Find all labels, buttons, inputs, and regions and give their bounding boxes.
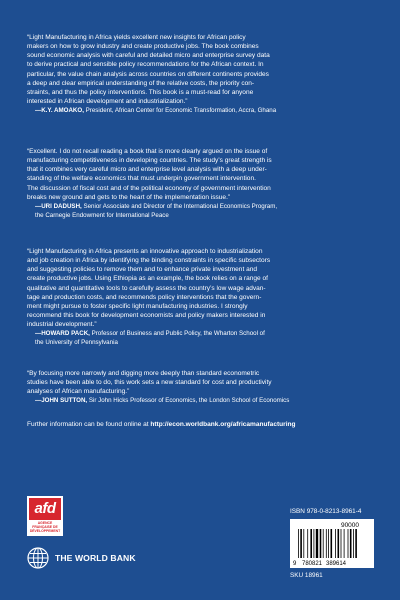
quote-line: ment might pursue to foster specific light manufacturing industries. I strongly	[27, 302, 248, 310]
quote-line: industrial development.”	[27, 321, 97, 329]
barcode-bar	[335, 529, 336, 558]
quote-attribution	[35, 107, 373, 116]
quote-line: that it combines very careful micro and enterprise level analysis with a deep under-	[27, 166, 267, 174]
barcode-bar	[350, 529, 352, 558]
quote-pack	[27, 247, 373, 348]
barcode-bar	[331, 529, 333, 558]
quote-line: to derive practical and sensible policy recommendations for the African context. In	[27, 61, 264, 69]
quote-author: —HOWARD PACK,	[35, 330, 90, 338]
afd-logo-text: AGENCE FRANÇAISE DE DÉVELOPPEMENT	[29, 521, 61, 534]
quote-text	[27, 247, 373, 329]
quote-line: straints, and thus the policy interventions. This book is a must-read for anyone	[27, 88, 254, 96]
quote-attribution	[35, 330, 373, 347]
afd-logo-mark: afd	[29, 498, 61, 520]
barcode-bar	[353, 529, 354, 558]
barcode-bar	[310, 529, 312, 558]
quote-line: “Excellent. I do not recall reading a book that is more clearly argued on the issue of	[27, 148, 268, 155]
quote-affiliation: Professor of Business and Public Policy, the Wharton School of	[89, 330, 265, 338]
quote-affiliation: the University of Pennsylvania	[35, 339, 118, 346]
barcode-bar	[307, 529, 308, 558]
sku-number: SKU 18961	[290, 572, 323, 579]
quote-attribution	[35, 397, 373, 406]
quote-line: analyses of African manufacturing.”	[27, 388, 130, 396]
quote-author: —K.Y. AMOAKO,	[35, 107, 84, 115]
further-information	[27, 420, 373, 429]
quote-amoako	[27, 33, 373, 116]
quote-line: recommend this book for development economists and policy makers interested in	[27, 312, 266, 320]
barcode-bar	[328, 529, 329, 558]
barcode-bar	[344, 529, 345, 558]
quote-line: interested in African development and industrialization.”	[27, 98, 188, 106]
barcode-bar	[300, 529, 302, 558]
barcode-bar	[348, 529, 349, 558]
barcode-digit-group-2: 389614	[325, 561, 347, 567]
quote-line: particular, the value chain analysis across countries on different continents provides	[27, 70, 269, 78]
quote-author: —JOHN SUTTON,	[35, 397, 88, 405]
further-information-url[interactable]: http://econ.worldbank.org/africamanufacturing	[150, 421, 296, 428]
barcode-bar	[316, 529, 318, 558]
quote-affiliation: Senior Associate and Director of the International Economics Program,	[81, 202, 278, 210]
quote-line: The discussion of fiscal cost and of the political economy of government intervention	[27, 184, 271, 192]
barcode-bar	[341, 529, 342, 558]
barcode-bar	[303, 529, 304, 558]
barcode-bar	[323, 529, 324, 558]
barcode-digit-lead: 9	[293, 561, 297, 567]
quote-line: sound economic analysis with careful and detailed micro and enterprise survey data	[27, 52, 270, 60]
quote-line: and suggesting policies to remove them and to enhance private investment and	[27, 266, 258, 274]
barcode-graphic	[290, 519, 374, 568]
quote-attribution	[35, 203, 373, 220]
quote-line: a deep and clear empirical understanding of the relative costs, the priority con-	[27, 79, 255, 87]
quote-line: qualitative and quantitative tools to carefully assess the country’s low wage advan-	[27, 284, 266, 292]
barcode-bar	[338, 529, 340, 558]
quote-line: makers on how to grow industry and create productive jobs. The book combines	[27, 43, 259, 51]
quote-affiliation: Sir John Hicks Professor of Economics, the London School of Economics	[87, 397, 290, 405]
quote-line: manufacturing competitiveness in developing countries. The study’s great strength is	[27, 157, 272, 165]
world-bank-name: THE WORLD BANK	[55, 553, 136, 563]
quote-line: standing of the welfare economics that must underpin government intervention.	[27, 175, 256, 183]
quote-line: “Light Manufacturing in Africa yields excellent new insights for African policy	[27, 34, 246, 41]
quote-text	[27, 147, 373, 202]
quote-affiliation: the Carnegie Endowment for International Peace	[35, 211, 169, 219]
barcode-bar	[320, 529, 322, 558]
barcode-digit-group-1: 780821	[301, 561, 323, 567]
barcode-bar	[314, 529, 315, 558]
barcode-price-code: 90000	[340, 522, 360, 529]
quote-line: “Light Manufacturing in Africa presents an innovative approach to industrialization	[27, 248, 263, 255]
quote-line: studies have been able to do, this work sets a new standard for cost and productivity	[27, 379, 272, 387]
globe-icon	[27, 547, 49, 569]
quote-dadush	[27, 147, 373, 220]
barcode-bar	[326, 529, 327, 558]
quote-author: —URI DADUSH,	[35, 202, 82, 210]
afd-logo	[27, 496, 63, 536]
quote-line: breaks new ground and gets to the heart of the implementation issue.”	[27, 193, 231, 201]
quote-text	[27, 369, 373, 396]
isbn-number: ISBN 978-0-8213-8961-4	[290, 508, 362, 515]
further-information-text: Further information can be found online at	[27, 421, 151, 428]
quote-line: create productive jobs. Using Ethiopia as an example, the book relies on a range of	[27, 275, 268, 283]
barcode-bar	[355, 529, 357, 558]
quote-sutton	[27, 369, 373, 406]
quote-text	[27, 33, 373, 106]
barcode	[290, 519, 374, 568]
quote-line: tage and production costs, and recommends policy interventions that the govern-	[27, 293, 262, 301]
world-bank-logo	[27, 546, 136, 570]
quote-line: and job creation in Africa by identifying the binding constraints in specific subsectors	[27, 257, 271, 265]
quote-affiliation: President, African Center for Economic Transformation, Accra, Ghana	[83, 107, 277, 115]
barcode-bar	[298, 529, 299, 558]
quote-line: “By focusing more narrowly and digging more deeply than standard econometric	[27, 370, 260, 377]
